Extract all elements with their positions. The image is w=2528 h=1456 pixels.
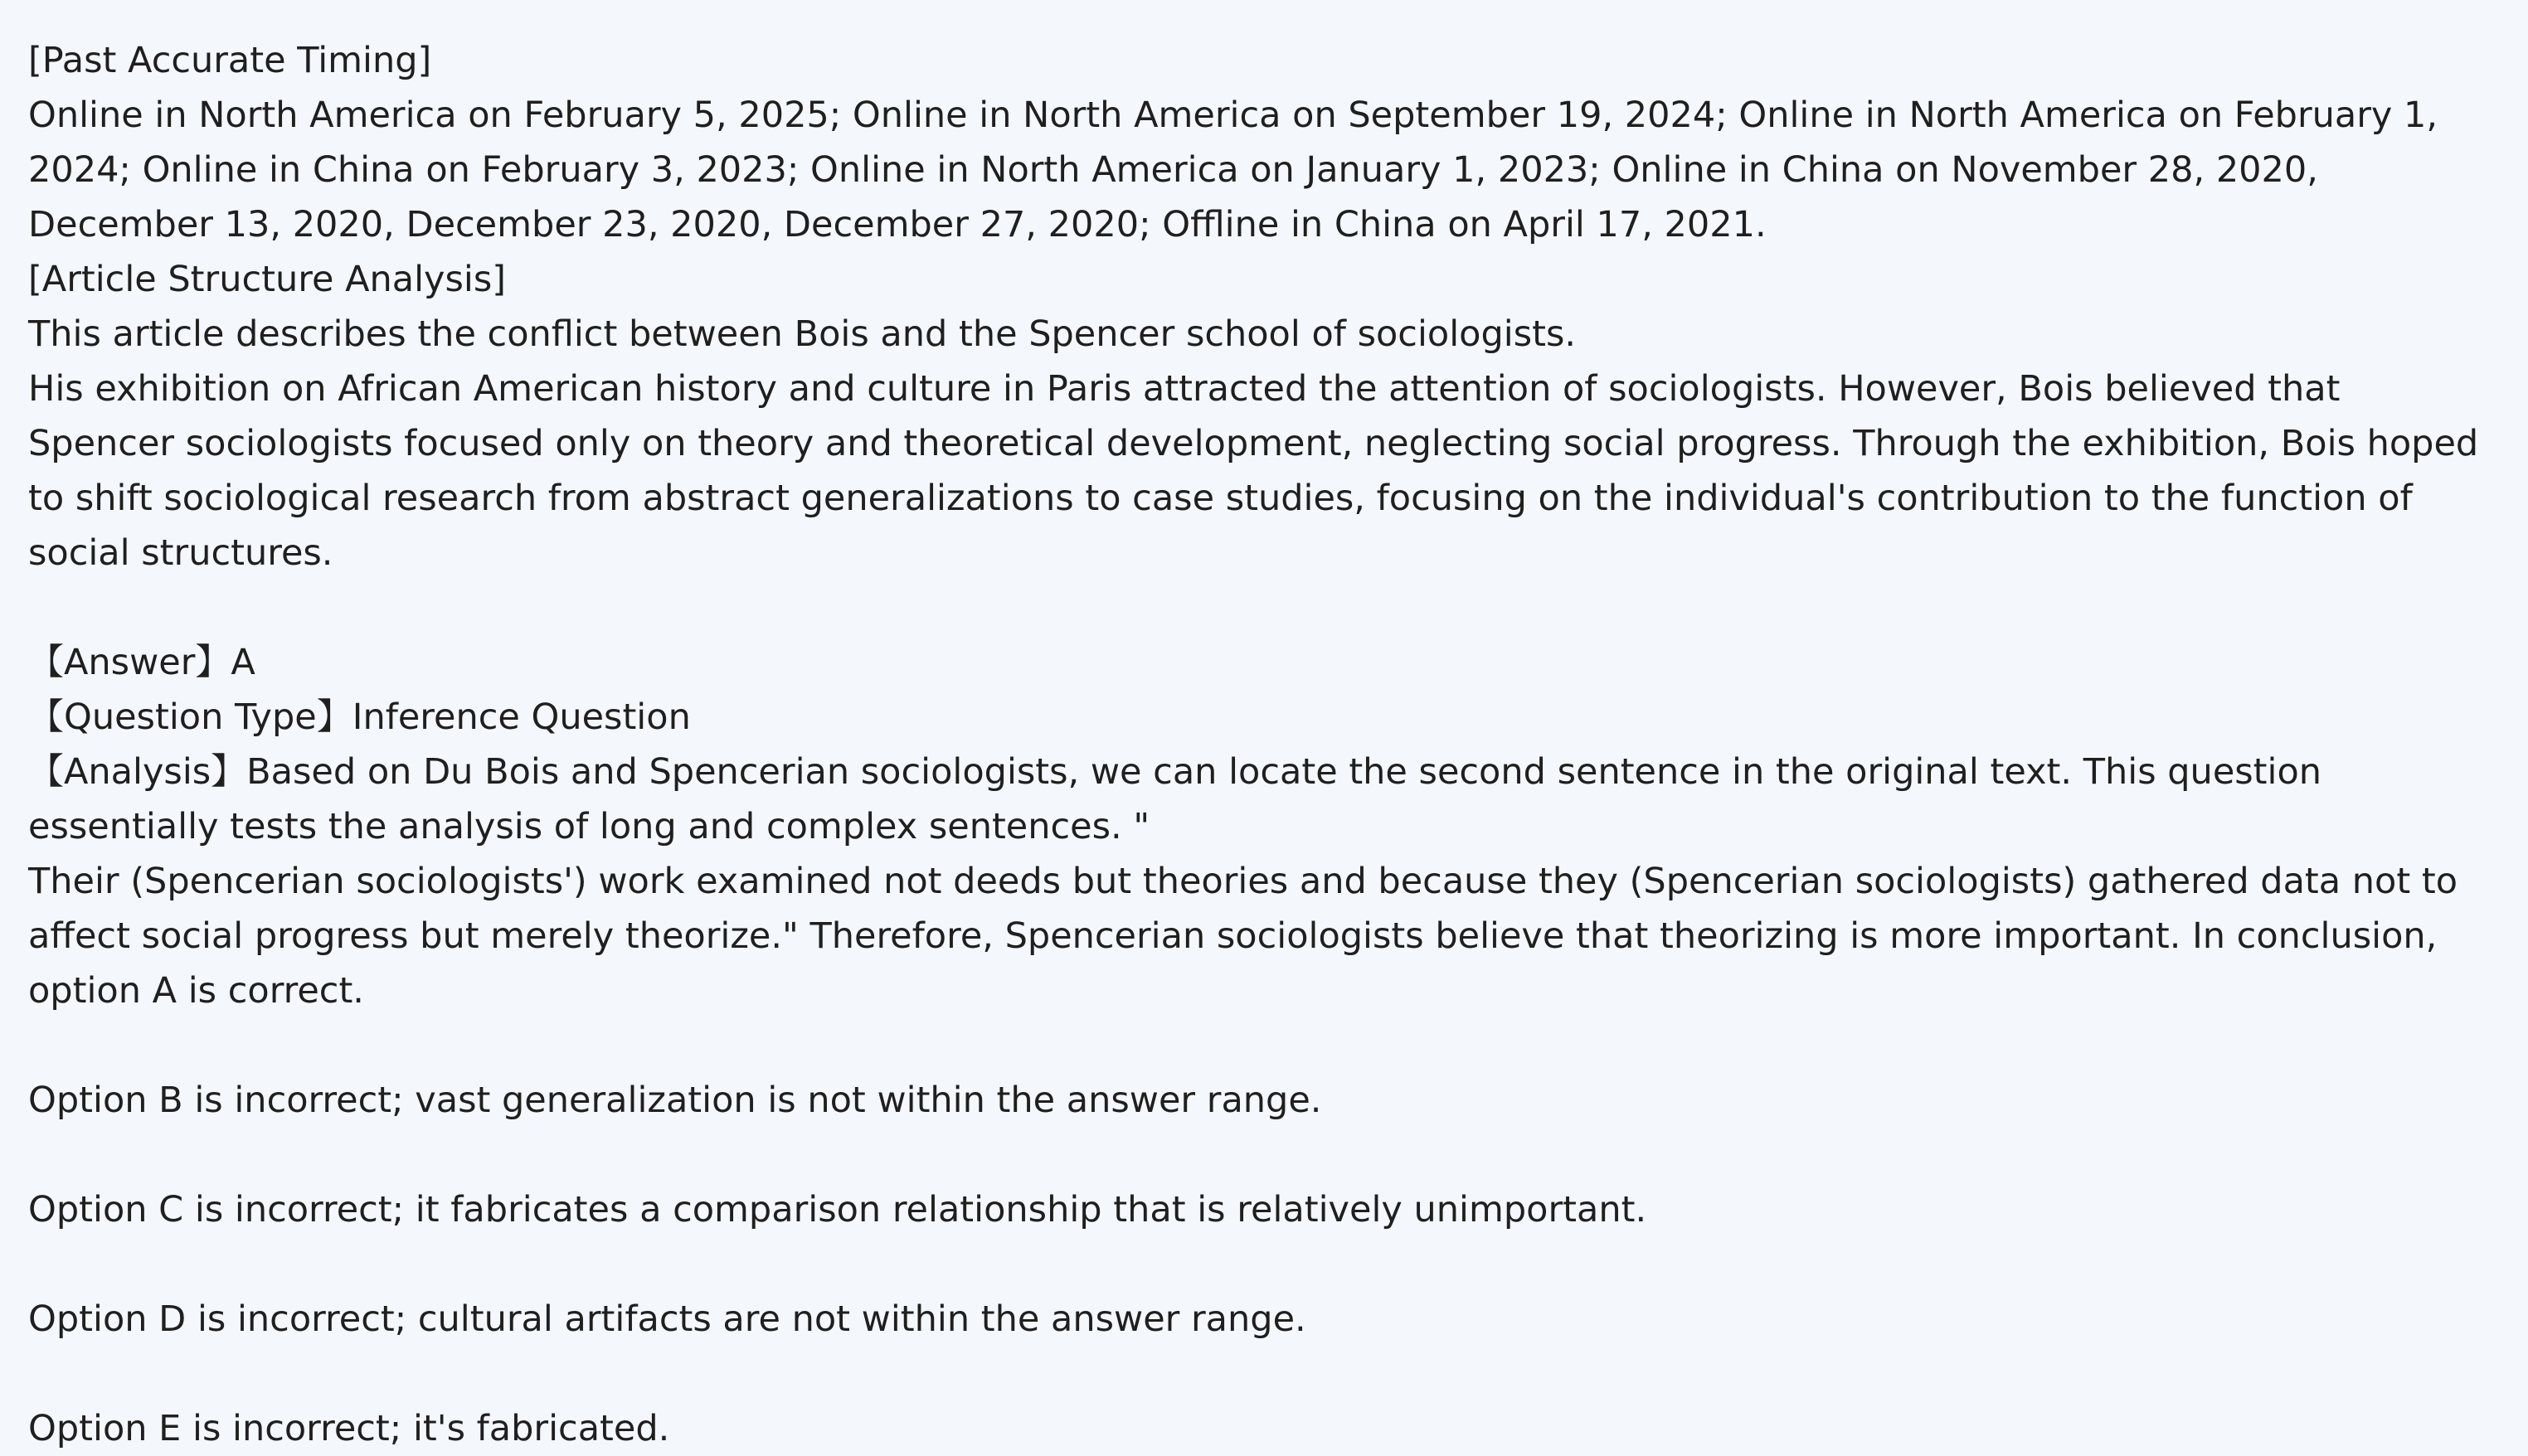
analysis-line: 【Analysis】Based on Du Bois and Spencerian sociologists, we can locate the second sentence in the original text. This question essentially tests the analysis of long and complex sentences. " <box>28 751 2322 847</box>
option-e-explanation: Option E is incorrect; it's fabricated. <box>28 1408 670 1449</box>
option-d-explanation: Option D is incorrect; cultural artifacts are not within the answer range. <box>28 1298 1306 1340</box>
spacer <box>28 1347 2492 1401</box>
structure-heading: [Article Structure Analysis] <box>28 259 507 300</box>
structure-summary: This article describes the conflict between Bois and the Spencer school of sociologists. <box>28 313 1577 355</box>
option-b-explanation: Option B is incorrect; vast generalization is not within the answer range. <box>28 1080 1322 1121</box>
timing-heading: [Past Accurate Timing] <box>28 40 432 81</box>
timing-text: Online in North America on February 5, 2025; Online in North America on September 19, 2024; Online in North America on February 1, 2024; Online in China on February 3, 2023; Online in North America on January 1, 2023; Online in China on November 28, 2020, December 13, 2020, December 23, 2020, December 27, 2020; Offline in China on April 17, 2021. <box>28 95 2438 245</box>
structure-detail: His exhibition on African American history and culture in Paris attracted the attention of sociologists. However, Bois believed that Spencer sociologists focused only on theory and theoretical development, neglecting social progress. Through the exhibition, Bois hoped to shift sociological research from abstract generalizations to case studies, focusing on the individual's contribution to the function of social structures. <box>28 368 2479 574</box>
document-body <box>28 33 2492 1456</box>
option-c-explanation: Option C is incorrect; it fabricates a comparison relationship that is relatively unimportant. <box>28 1189 1647 1230</box>
analysis-quote: Their (Spencerian sociologists') work examined not deeds but theories and because they (Spencerian sociologists) gathered data not to affect social progress but merely theorize." Therefore, Spencerian sociologists believe that theorizing is more important. In conclusion, option A is correct. <box>28 861 2458 1012</box>
spacer <box>28 1018 2492 1073</box>
spacer <box>28 580 2492 635</box>
question-type-line: 【Question Type】Inference Question <box>28 696 691 738</box>
spacer <box>28 1128 2492 1182</box>
answer-line: 【Answer】A <box>28 642 255 683</box>
spacer <box>28 1237 2492 1292</box>
